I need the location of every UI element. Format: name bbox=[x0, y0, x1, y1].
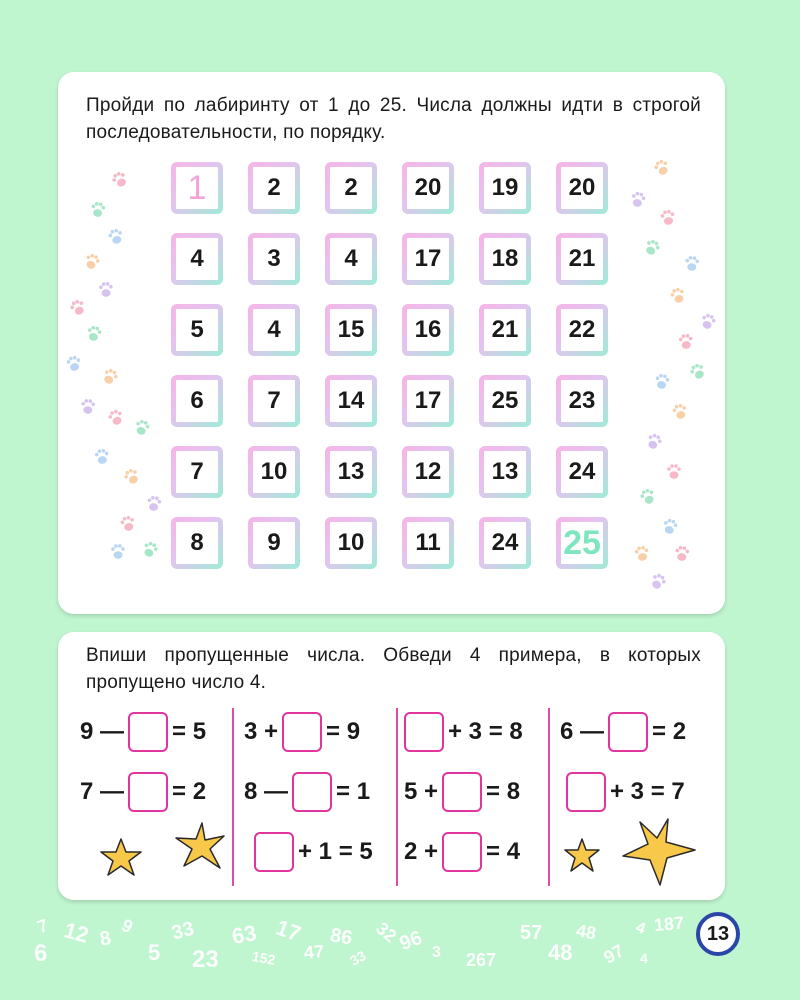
maze-cell[interactable]: 1 bbox=[171, 162, 223, 214]
decorative-number: 33 bbox=[169, 917, 197, 945]
equation-right: + 3 = 7 bbox=[610, 778, 685, 805]
maze-cell[interactable]: 24 bbox=[479, 517, 531, 569]
missing-numbers-card bbox=[58, 632, 725, 900]
equation bbox=[560, 712, 686, 752]
maze-cell[interactable]: 6 bbox=[171, 375, 223, 427]
decorative-number: 6 bbox=[34, 940, 48, 967]
equation-left: 7 — bbox=[80, 778, 125, 805]
star-icon bbox=[98, 836, 144, 878]
decorative-number: 86 bbox=[328, 924, 355, 950]
equation-left: 8 — bbox=[244, 778, 289, 805]
paw-print-icon bbox=[90, 201, 105, 217]
paw-print-icon bbox=[146, 495, 161, 511]
answer-box[interactable] bbox=[128, 772, 168, 812]
paw-print-icon bbox=[69, 298, 87, 317]
maze-cell[interactable]: 22 bbox=[556, 304, 608, 356]
maze-cell[interactable]: 19 bbox=[479, 162, 531, 214]
paw-print-icon bbox=[639, 487, 657, 506]
maze-grid bbox=[171, 162, 611, 582]
decorative-number: 4 bbox=[633, 919, 648, 939]
paw-print-icon bbox=[669, 286, 687, 304]
paw-print-icon bbox=[649, 572, 668, 591]
paw-print-icon bbox=[119, 515, 136, 533]
paw-print-icon bbox=[679, 334, 694, 350]
decorative-number: 12 bbox=[61, 917, 92, 948]
equation bbox=[80, 712, 206, 752]
answer-box[interactable] bbox=[442, 772, 482, 812]
answer-box[interactable] bbox=[128, 712, 168, 752]
paw-print-icon bbox=[699, 312, 716, 330]
equation-left: 9 — bbox=[80, 718, 125, 745]
paw-print-icon bbox=[675, 546, 690, 562]
paw-print-icon bbox=[107, 408, 125, 426]
decorative-number: 187 bbox=[653, 912, 685, 936]
equation bbox=[562, 772, 685, 812]
column-divider bbox=[548, 708, 550, 886]
paw-print-icon bbox=[134, 419, 151, 437]
answer-box[interactable] bbox=[442, 832, 482, 872]
maze-cell[interactable]: 4 bbox=[171, 233, 223, 285]
paw-print-icon bbox=[660, 209, 676, 226]
paw-print-icon bbox=[99, 282, 113, 297]
equation-right: = 4 bbox=[486, 838, 521, 865]
equation-right: + 1 = 5 bbox=[298, 838, 373, 865]
paw-print-icon bbox=[122, 467, 141, 486]
decorative-number: 17 bbox=[272, 914, 305, 947]
paw-print-icon bbox=[111, 544, 125, 559]
decorative-number: 5 bbox=[148, 940, 161, 965]
maze-cell[interactable]: 5 bbox=[171, 304, 223, 356]
equation-left: 2 + bbox=[404, 838, 439, 865]
maze-cell[interactable]: 9 bbox=[248, 517, 300, 569]
decorative-number: 23 bbox=[192, 946, 219, 973]
maze-cell[interactable]: 10 bbox=[248, 446, 300, 498]
maze-cell[interactable]: 20 bbox=[402, 162, 454, 214]
maze-cell[interactable]: 16 bbox=[402, 304, 454, 356]
decorative-number: 4 bbox=[640, 950, 648, 966]
paw-print-icon bbox=[630, 191, 647, 208]
equation-left: 6 — bbox=[560, 718, 605, 745]
maze-cell[interactable]: 21 bbox=[479, 304, 531, 356]
decorative-number: 48 bbox=[548, 940, 573, 965]
star-icon bbox=[562, 836, 602, 874]
equation bbox=[404, 772, 520, 812]
page-number: 13 bbox=[706, 922, 730, 945]
paw-print-icon bbox=[83, 252, 101, 271]
maze-cell[interactable]: 13 bbox=[479, 446, 531, 498]
maze-cell[interactable]: 21 bbox=[556, 233, 608, 285]
answer-box[interactable] bbox=[254, 832, 294, 872]
decorative-number: 47 bbox=[303, 941, 325, 963]
paw-print-icon bbox=[653, 158, 671, 177]
equation-right: = 2 bbox=[172, 778, 207, 805]
maze-cell[interactable]: 11 bbox=[402, 517, 454, 569]
maze-instruction: Пройди по лабиринту от 1 до 25. Числа должны идти в строгой последовательности, по порядку. bbox=[86, 95, 701, 143]
paw-print-icon bbox=[107, 228, 124, 246]
decorative-number: 57 bbox=[520, 922, 543, 944]
equation-right: = 2 bbox=[652, 718, 687, 745]
equation-right: = 9 bbox=[326, 718, 361, 745]
maze-cell[interactable]: 7 bbox=[248, 375, 300, 427]
paw-print-icon bbox=[634, 545, 650, 562]
column-divider bbox=[232, 708, 234, 886]
equation-right: = 1 bbox=[336, 778, 371, 805]
answer-box[interactable] bbox=[566, 772, 606, 812]
star-icon bbox=[620, 816, 698, 888]
answer-box[interactable] bbox=[608, 712, 648, 752]
maze-cell[interactable]: 8 bbox=[171, 517, 223, 569]
decorative-number: 152 bbox=[250, 948, 277, 968]
equation-left: 3 + bbox=[244, 718, 279, 745]
decorative-number: 48 bbox=[574, 920, 598, 944]
paw-print-icon bbox=[672, 403, 689, 420]
paw-print-icon bbox=[110, 170, 129, 189]
decorative-number: 33 bbox=[347, 947, 369, 969]
maze-cell[interactable]: 3 bbox=[248, 233, 300, 285]
equation bbox=[244, 712, 360, 752]
page-number-badge bbox=[696, 912, 740, 956]
decorative-number: 8 bbox=[98, 927, 113, 951]
decorative-number: 97 bbox=[600, 940, 628, 968]
equation bbox=[404, 832, 520, 872]
star-icon bbox=[172, 820, 228, 872]
maze-cell[interactable]: 14 bbox=[325, 375, 377, 427]
maze-cell[interactable]: 25 bbox=[479, 375, 531, 427]
decorative-number: 7 bbox=[34, 914, 51, 938]
maze-cell[interactable]: 7 bbox=[171, 446, 223, 498]
missing-numbers-instruction: Впиши пропущенные числа. Обведи 4 примера, в которых пропущено число 4. bbox=[86, 645, 701, 693]
maze-cell[interactable]: 15 bbox=[325, 304, 377, 356]
paw-print-icon bbox=[643, 238, 662, 257]
maze-cell[interactable]: 17 bbox=[402, 233, 454, 285]
answer-box[interactable] bbox=[292, 772, 332, 812]
paw-print-icon bbox=[101, 367, 120, 386]
equation bbox=[400, 712, 523, 752]
equation-left: 5 + bbox=[404, 778, 439, 805]
equation-right: + 3 = 8 bbox=[448, 718, 523, 745]
maze-card bbox=[58, 72, 725, 614]
paw-print-icon bbox=[86, 325, 102, 342]
decorative-number: 267 bbox=[466, 950, 497, 970]
maze-cell[interactable]: 23 bbox=[556, 375, 608, 427]
maze-cell[interactable]: 4 bbox=[325, 233, 377, 285]
equation bbox=[250, 832, 373, 872]
equation bbox=[244, 772, 370, 812]
decorative-number: 9 bbox=[118, 914, 136, 938]
paw-print-icon bbox=[662, 518, 679, 535]
paw-print-icon bbox=[94, 449, 109, 465]
maze-cell[interactable]: 24 bbox=[556, 446, 608, 498]
maze-cell[interactable]: 17 bbox=[402, 375, 454, 427]
maze-cell[interactable]: 18 bbox=[479, 233, 531, 285]
decorative-number: 32 bbox=[372, 918, 401, 947]
maze-cell[interactable]: 13 bbox=[325, 446, 377, 498]
answer-box[interactable] bbox=[404, 712, 444, 752]
paw-print-icon bbox=[81, 399, 95, 414]
paw-print-icon bbox=[667, 464, 681, 479]
maze-cell[interactable]: 4 bbox=[248, 304, 300, 356]
paw-print-icon bbox=[141, 540, 159, 559]
answer-box[interactable] bbox=[282, 712, 322, 752]
maze-cell[interactable]: 25 bbox=[556, 517, 608, 569]
paw-print-icon bbox=[654, 373, 670, 390]
maze-cell[interactable]: 10 bbox=[325, 517, 377, 569]
decorative-number: 63 bbox=[229, 920, 259, 949]
maze-cell[interactable]: 2 bbox=[325, 162, 377, 214]
paw-print-icon bbox=[645, 432, 663, 451]
paw-print-icon bbox=[688, 362, 707, 381]
decorative-number: 96 bbox=[396, 926, 426, 956]
maze-cell[interactable]: 2 bbox=[248, 162, 300, 214]
paw-print-icon bbox=[66, 355, 82, 372]
maze-cell[interactable]: 20 bbox=[556, 162, 608, 214]
equation-right: = 5 bbox=[172, 718, 207, 745]
equation bbox=[80, 772, 206, 812]
equation-right: = 8 bbox=[486, 778, 521, 805]
decorative-number: 3 bbox=[432, 944, 441, 961]
column-divider bbox=[396, 708, 398, 886]
maze-cell[interactable]: 12 bbox=[402, 446, 454, 498]
paw-print-icon bbox=[685, 256, 700, 272]
